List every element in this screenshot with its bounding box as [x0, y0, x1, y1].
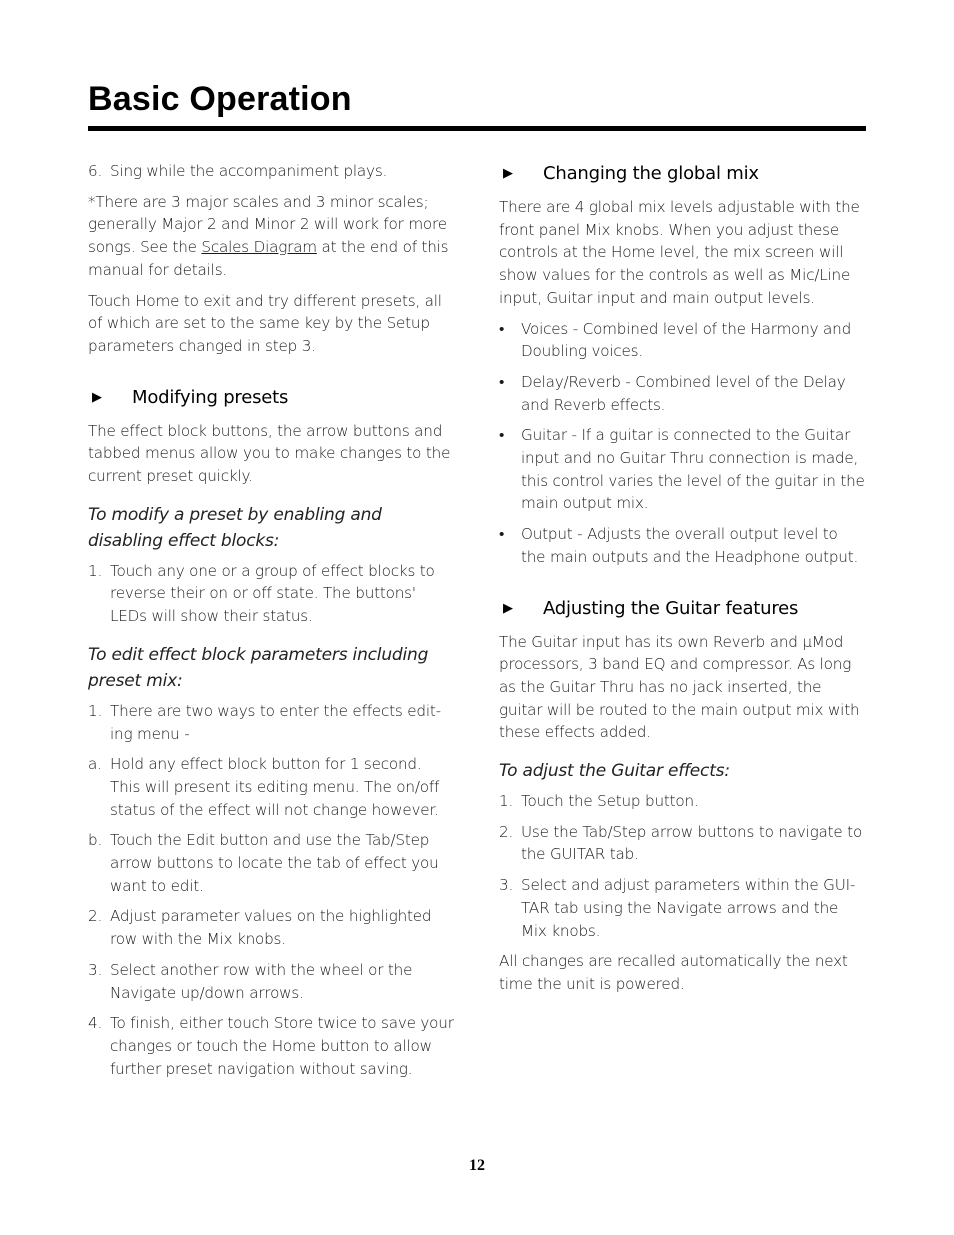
- bullet-text: Voices - Combined level of the Harmony and Doubling voices.: [521, 319, 852, 361]
- item-text: Touch any one or a group of effect blocks to reverse their on or off state. The buttons' LEDs will show their status.: [110, 561, 435, 626]
- item-number: 4.: [88, 1014, 103, 1033]
- title-rule: [88, 126, 866, 131]
- bullet-item: [499, 318, 865, 363]
- left-column: [88, 160, 454, 1088]
- item-number: 2.: [88, 907, 103, 926]
- edit-params-subhead: To edit effect block parameters including preset mix:: [88, 644, 429, 691]
- closing-paragraph: All changes are recalled automatically the next time the unit is powered.: [499, 952, 848, 993]
- guitar-features-heading: [499, 597, 865, 621]
- bullet-text: Delay/Reverb - Combined level of the Delay and Reverb effects.: [521, 372, 846, 414]
- item-text: Select and adjust parameters within the GUI-TAR tab using the Navigate arrows and the Mix knobs.: [521, 876, 856, 940]
- modifying-presets-heading: [88, 386, 454, 410]
- list-item: [88, 905, 454, 950]
- list-item: [88, 753, 454, 821]
- bullet-item: [499, 523, 865, 568]
- item-text: Touch the Edit button and use the Tab/Step arrow buttons to locate the tab of effect you want to edit.: [110, 831, 439, 895]
- bullet-item: [499, 424, 865, 515]
- item-number: a.: [88, 755, 102, 774]
- item-text: To finish, either touch Store twice to save your changes or touch the Home button to allow further preset navigation without saving.: [110, 1014, 454, 1078]
- item-number: 1.: [499, 792, 514, 811]
- item-text: Hold any effect block button for 1 second. This will present its editing menu. The on/off status of the effect will not change however.: [110, 755, 440, 819]
- item-text: Select another row with the wheel or the Navigate up/down arrows.: [110, 960, 413, 1002]
- list-item: [88, 560, 454, 628]
- enable-disable-subhead: To modify a preset by enabling and disabling effect blocks:: [88, 504, 382, 551]
- heading-text: Modifying presets: [132, 386, 289, 408]
- triangle-right-icon: ▶: [503, 600, 513, 616]
- list-item: [499, 821, 865, 866]
- page-title: Basic Operation: [88, 80, 352, 118]
- item-text: Adjust parameter values on the highlighted row with the Mix knobs.: [110, 907, 432, 949]
- global-mix-intro: There are 4 global mix levels adjustable with the front panel Mix knobs. When you adjust these controls at the Home level, the mix screen will show values for the controls as well as Mic/Line input, Guitar input and main output levels.: [499, 198, 860, 307]
- item-text: Use the Tab/Step arrow buttons to navigate to the GUITAR tab.: [521, 822, 863, 864]
- item-number: 3.: [88, 960, 103, 979]
- bullet-icon: •: [499, 372, 505, 391]
- list-item: [88, 959, 454, 1004]
- modifying-intro: The effect block buttons, the arrow buttons and tabbed menus allow you to make changes to the current preset quickly.: [88, 421, 451, 486]
- item-text: There are two ways to enter the effects edit-ing menu -: [110, 701, 441, 743]
- scales-diagram-link[interactable]: Scales Diagram: [201, 238, 317, 257]
- touch-home-paragraph: Touch Home to exit and try different presets, all of which are set to the same key by the Setup parameters changed in step 3.: [88, 291, 442, 355]
- note-text-after: at the end of this manual for details.: [88, 238, 449, 279]
- page-number: 12: [469, 1157, 485, 1174]
- list-item: [88, 1012, 454, 1080]
- item-number: b.: [88, 831, 103, 850]
- heading-text: Adjusting the Guitar features: [543, 597, 799, 619]
- step-6: [88, 160, 454, 183]
- bullet-icon: •: [499, 319, 505, 338]
- step-number: 6.: [88, 162, 103, 180]
- right-column: [499, 160, 865, 1004]
- list-item: [88, 700, 454, 745]
- guitar-intro: The Guitar input has its own Reverb and µMod processors, 3 band EQ and compressor. As long as the Guitar Thru has no jack inserted, the guitar will be routed to the main output mix with these effects added.: [499, 632, 860, 742]
- bullet-item: [499, 371, 865, 416]
- list-item: [499, 790, 865, 813]
- item-number: 1.: [88, 561, 103, 580]
- list-item: [88, 829, 454, 897]
- triangle-right-icon: ▶: [503, 166, 513, 181]
- guitar-effects-subhead: To adjust the Guitar effects:: [499, 761, 730, 782]
- global-mix-heading: [499, 162, 865, 186]
- bullet-icon: •: [499, 525, 505, 544]
- bullet-text: Output - Adjusts the overall output level to the main outputs and the Headphone output.: [521, 525, 859, 566]
- item-number: 1.: [88, 701, 103, 720]
- bullet-text: Guitar - If a guitar is connected to the Guitar input and no Guitar Thru connection is made, this control varies the level of the guitar in the main output mix.: [521, 426, 865, 513]
- item-number: 2.: [499, 822, 514, 841]
- heading-text: Changing the global mix: [543, 163, 759, 184]
- note-text-before: *There are 3 major scales and 3 minor scales; generally Major 2 and Minor 2 will work for more songs. See the: [88, 192, 447, 257]
- item-number: 3.: [499, 876, 514, 895]
- item-text: Touch the Setup button.: [521, 792, 699, 811]
- triangle-right-icon: ▶: [92, 389, 102, 405]
- list-item: [499, 874, 865, 942]
- bullet-icon: •: [499, 426, 505, 445]
- scales-note: [88, 191, 454, 282]
- step-text: Sing while the accompaniment plays.: [110, 162, 388, 180]
